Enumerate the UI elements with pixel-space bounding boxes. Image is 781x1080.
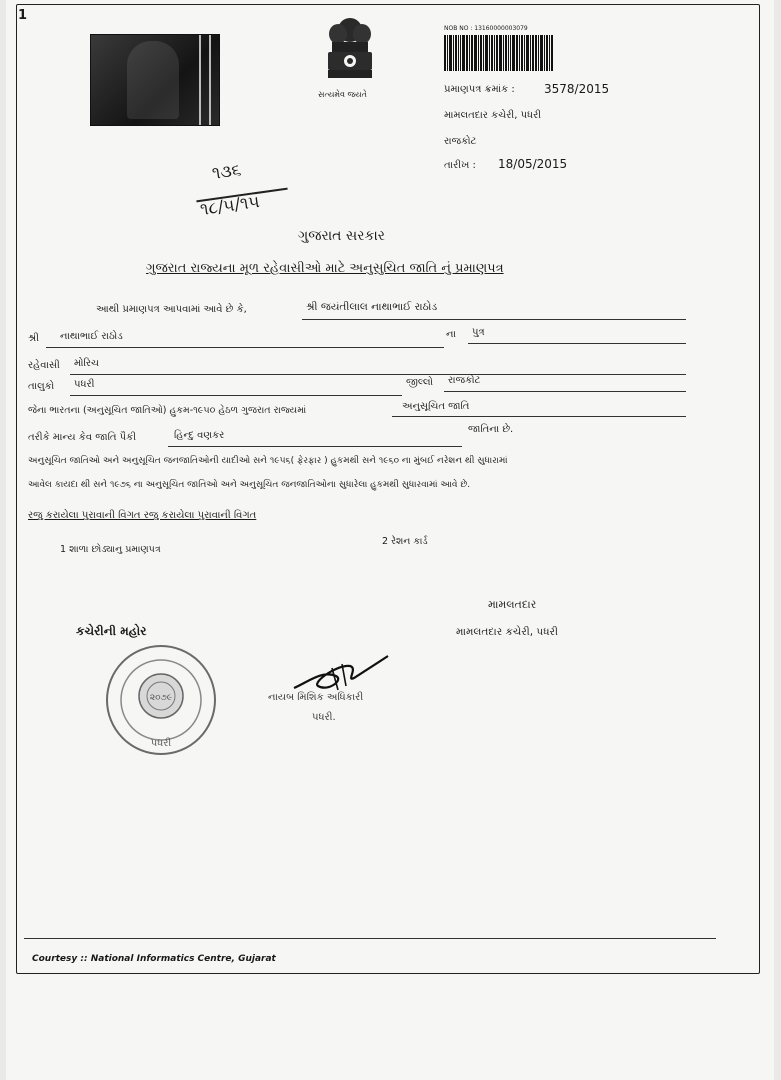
seal-label: કચેરીની મહોર [76,624,147,638]
signature-stamp-line-1: નાયબ મિશિક અધિકારી [268,692,364,703]
district-underline [444,391,686,392]
date-label: તારીખ : [444,160,476,171]
taluka-underline [70,395,402,396]
legal-paragraph-line-2: આવેલ કાયદા થી સને ૧૯૭૬ ના અનુસૂચિત જાતિઓ અને અનુસૂચિત જનજાતિઓના સુધારેલા હુકમથી સુધારવામાં આવે છે. [28,480,471,490]
footer-courtesy: Courtesy :: National Informatics Centre, Gujarat [32,954,276,964]
issue-date: 18/05/2015 [498,157,568,171]
certificate-sheet [6,0,774,1080]
certificate-number-label: પ્રમાણપત્ર ક્રમાંક : [444,84,515,95]
issuing-office: મામલતદાર કચેરી, પધરી [444,110,542,121]
order-underline [392,416,686,417]
barcode-number: NOB NO : 13160000003079 [444,25,528,32]
barcode [444,35,592,71]
taluka-label: તાલુકો [28,381,55,392]
evidence-item-2: 2 રેશન કાર્ડ [382,536,428,547]
handwritten-note [192,156,292,228]
district-value: રાજકોટ [448,375,481,386]
emblem-caption: સત્યમેવ જયતે [318,90,367,99]
signature-stamp-line-2: પધરી. [312,712,336,723]
seal-text: પધરી [150,738,172,749]
order-text: જેના ભારતના (અનુસૂચિત જાતિઓ) હુકમ-૧૯૫૦ હેઠળ ગુજરાત રાજ્યમાં [28,405,307,416]
footer-divider [24,938,716,939]
applicant-name: શ્રી જયંતીલાલ નાથાભાઈ રાઠોડ [306,301,438,313]
applicant-photo [90,34,220,126]
resident-value: મોરિચ [74,358,99,369]
father-prefix: શ્રી [28,333,40,344]
relation-value: પુત્ર [472,327,485,338]
intro-text: આથી પ્રમાણપત્ર આપવામાં આવે છે કે, [96,304,247,315]
resident-underline [70,374,686,375]
resident-label: રહેવાસી [28,360,60,371]
seal-inner-text: ૨૦૭૯ [149,693,173,703]
relation-underline [468,343,686,344]
father-name: નાથાભાઈ રાઠોડ [60,331,123,342]
caste-underline [168,446,462,447]
relation-label: ના [446,329,456,340]
order-value: અનુસૂચિત જાતિ [402,401,470,412]
evidence-heading: રજુ કરાયેલા પુરાવાની વિગત રજુ કરાયેલા પુરાવાની વિગત [28,510,257,521]
issuing-district: રાજકોટ [444,136,477,147]
name-underline [302,319,686,320]
father-underline [46,347,444,348]
certificate-number: 3578/2015 [544,82,610,96]
page-number: 1 [18,8,28,23]
caste-label: તરીકે માન્ય કેવ જાતિ પૈકી [28,432,137,443]
evidence-item-1: 1 શાળા છોડ્યાનુ પ્રમાણપત્ર [60,544,161,555]
ashoka-emblem-icon [318,12,382,100]
signatory-office: મામલતદાર કચેરી, પધરી [456,626,558,638]
handwritten-date: ૧૮/૫/૧૫ [198,191,261,221]
certificate-title: ગુજરાત રાજ્યના મૂળ રહેવાસીઓ માટે અનુસુચિત જાતિ નું પ્રમાણપત્ર [146,261,504,276]
caste-value: હિન્દુ વણકર [174,430,225,441]
caste-suffix: જાતિના છે. [468,424,514,435]
district-label: જીલ્લો [406,377,434,388]
signatory-title: મામલતદાર [488,598,537,611]
taluka-value: પધરી [74,379,95,390]
legal-paragraph-line-1: અનુસૂચિત જાતિઓ અને અનુસૂચિત જનજાતિઓની યાદીઓ સને ૧૯૫૬( ફેરફાર ) હુકમથી સને ૧૯૬૦ ના મુંબઈ નરેશન થી સુધારામાં [28,456,508,466]
handwritten-number: ૧૩૬ [210,160,243,184]
government-heading: ગુજરાત સરકાર [298,228,385,244]
office-seal-stamp [102,644,220,756]
